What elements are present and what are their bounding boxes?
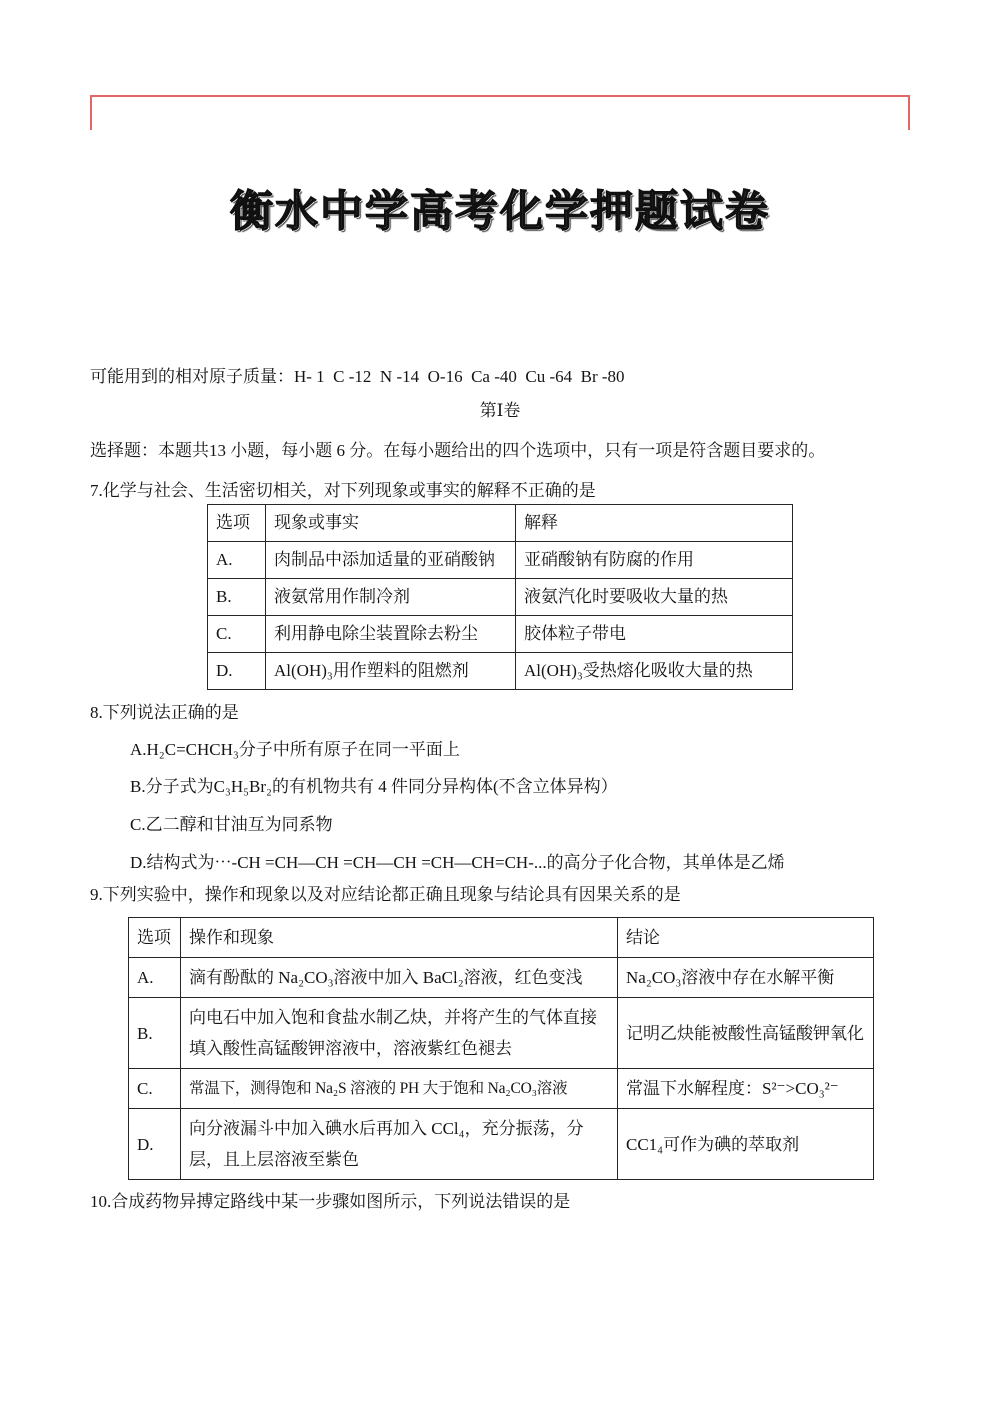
- question-7-stem: 7.化学与社会、生活密切相关，对下列现象或事实的解释不正确的是: [90, 481, 596, 500]
- q9-header-operation: 操作和现象: [181, 918, 618, 958]
- q7-header-explain: 解释: [516, 505, 793, 542]
- q7-header-option: 选项: [208, 505, 266, 542]
- question-10-stem: 10.合成药物异搏定路线中某一步骤如图所示，下列说法错误的是: [90, 1192, 571, 1211]
- q9-row-c-conclusion: 常温下水解程度：S²⁻>CO₃²⁻: [618, 1069, 874, 1109]
- q7-row-b-option: B.: [208, 579, 266, 616]
- q9-header-option: 选项: [129, 918, 181, 958]
- table-row: [129, 1069, 874, 1109]
- question-8-option-c: C.乙二醇和甘油互为同系物: [130, 815, 333, 834]
- q7-row-d-option: D.: [208, 653, 266, 690]
- q7-row-b-explain: 液氨汽化时要吸收大量的热: [516, 579, 793, 616]
- table-header-row: [208, 505, 793, 542]
- q9-row-a-operation: 滴有酚酞的 Na₂CO₃溶液中加入 BaCl₂溶液，红色变浅: [181, 958, 618, 998]
- question-9-table: [128, 917, 874, 1180]
- question-8-option-a: A.H₂C=CHCH₃分子中所有原子在同一平面上: [130, 740, 460, 759]
- q9-row-b-operation: 向电石中加入饱和食盐水制乙炔，并将产生的气体直接填入酸性高锰酸钾溶液中，溶液紫红色褪去: [181, 998, 618, 1069]
- q9-row-a-option: A.: [129, 958, 181, 998]
- q7-row-d-fact: Al(OH)₃用作塑料的阻燃剂: [266, 653, 516, 690]
- q9-row-d-operation: 向分液漏斗中加入碘水后再加入 CCl₄，充分振荡，分层，且上层溶液至紫色: [181, 1109, 618, 1180]
- q9-row-c-operation: 常温下，测得饱和 Na₂S 溶液的 PH 大于饱和 Na₂CO₃溶液: [181, 1069, 618, 1109]
- question-7-table: [207, 504, 793, 690]
- table-row: [129, 958, 874, 998]
- paper-title: 衡水中学高考化学押题试卷: [230, 189, 770, 236]
- table-row: [208, 653, 793, 690]
- question-8-option-b: B.分子式为C₃H₅Br₂的有机物共有 4 件同分异构体(不含立体异构）: [130, 777, 618, 796]
- question-8-stem: 8.下列说法正确的是: [90, 703, 239, 722]
- table-row: [129, 1109, 874, 1180]
- q7-row-a-explain: 亚硝酸钠有防腐的作用: [516, 542, 793, 579]
- question-8-option-d: D.结构式为⋯-CH =CH—CH =CH—CH =CH—CH=CH-...的高分子化合物，其单体是乙烯: [130, 853, 785, 872]
- q9-row-c-option: C.: [129, 1069, 181, 1109]
- table-row: [208, 542, 793, 579]
- q7-row-c-fact: 利用静电除尘装置除去粉尘: [266, 616, 516, 653]
- q9-row-d-conclusion: CC1₄可作为碘的萃取剂: [618, 1109, 874, 1180]
- q7-row-c-explain: 胶体粒子带电: [516, 616, 793, 653]
- instructions-text: 选择题：本题共13 小题，每小题 6 分。在每小题给出的四个选项中，只有一项是符含题目要求的。: [90, 441, 826, 460]
- q9-row-d-option: D.: [129, 1109, 181, 1180]
- table-header-row: [129, 918, 874, 958]
- q9-row-a-conclusion: Na₂CO₃溶液中存在水解平衡: [618, 958, 874, 998]
- atomic-mass-line: 可能用到的相对原子质量：H- 1 C -12 N -14 O-16 Ca -40 Cu -64 Br -80: [90, 367, 625, 386]
- q7-row-a-option: A.: [208, 542, 266, 579]
- q7-header-fact: 现象或事实: [266, 505, 516, 542]
- table-row: [129, 998, 874, 1069]
- q7-row-c-option: C.: [208, 616, 266, 653]
- question-9-stem: 9.下列实验中，操作和现象以及对应结论都正确且现象与结论具有因果关系的是: [90, 885, 681, 904]
- q9-header-conclusion: 结论: [618, 918, 874, 958]
- q9-row-b-conclusion: 记明乙炔能被酸性高锰酸钾氧化: [618, 998, 874, 1069]
- q7-row-a-fact: 肉制品中添加适量的亚硝酸钠: [266, 542, 516, 579]
- q7-row-b-fact: 液氨常用作制冷剂: [266, 579, 516, 616]
- table-row: [208, 616, 793, 653]
- q9-row-b-option: B.: [129, 998, 181, 1069]
- page-border-accent: [90, 95, 910, 130]
- table-row: [208, 579, 793, 616]
- q7-row-d-explain: Al(OH)₃受热熔化吸收大量的热: [516, 653, 793, 690]
- section-heading: 第Ⅰ卷: [479, 401, 521, 420]
